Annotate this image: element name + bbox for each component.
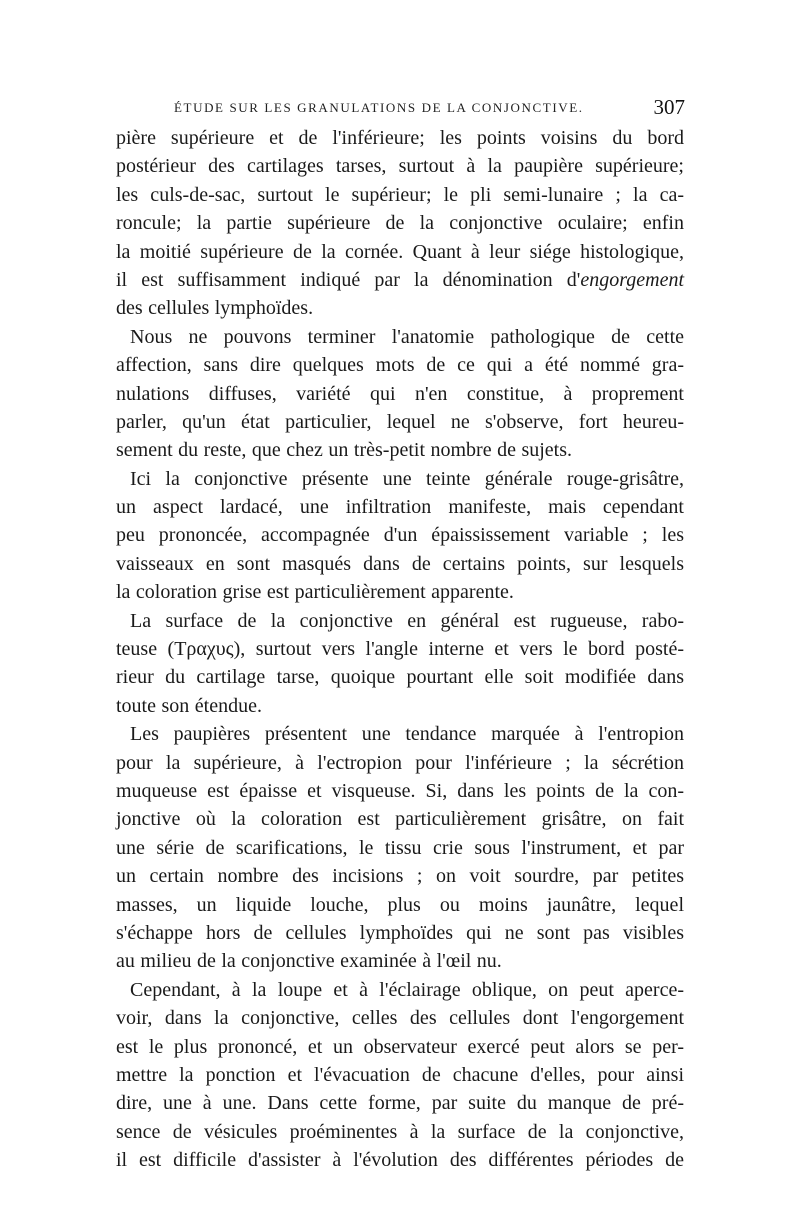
italic-term: engorgement	[580, 268, 684, 291]
text-line: sence de vésicules proéminentes à la surface de la conjonctive,	[116, 1120, 684, 1143]
text-line: jonctive où la coloration est particulièrement grisâtre, on fait	[116, 808, 684, 831]
paragraph-last-line: toute son étendue.	[116, 694, 262, 717]
text-line: un aspect lardacé, une infiltration manifeste, mais cependant	[116, 496, 684, 519]
paragraph-last-line: au milieu de la conjonctive examinée à l'œil nu.	[116, 950, 502, 973]
text-line: affection, sans dire quelques mots de ce qui a été nommé gra-	[116, 354, 684, 377]
text-line: voir, dans la conjonctive, celles des cellules dont l'engorgement	[116, 1007, 684, 1030]
text-line: peu prononcée, accompagnée d'un épaississement variable ; les	[116, 524, 684, 547]
text-line: masses, un liquide louche, plus ou moins jaunâtre, lequel	[116, 893, 684, 916]
text-line: rieur du cartilage tarse, quoique pourtant elle soit modifiée dans	[116, 666, 684, 689]
paragraph-first-line: La surface de la conjonctive en général est rugueuse, rabo-	[130, 609, 684, 632]
paragraph-first-line: Nous ne pouvons terminer l'anatomie pathologique de cette	[130, 325, 684, 348]
text-line-with-italic	[116, 266, 684, 294]
paragraph-first-line: Les paupières présentent une tendance marquée à l'entropion	[130, 723, 684, 746]
text-line-italic: des cellules lymphoïdes.	[116, 297, 314, 320]
paragraph-first-line: Cependant, à la loupe et à l'éclairage oblique, on peut aperce-	[130, 978, 684, 1001]
running-title: ÉTUDE SUR LES GRANULATIONS DE LA CONJONCTIVE.	[174, 100, 584, 115]
text-line: dire, une à une. Dans cette forme, par suite du manque de pré-	[116, 1092, 684, 1115]
text-line: un certain nombre des incisions ; on voit sourdre, par petites	[116, 865, 684, 888]
text-line: est le plus prononcé, et un observateur exercé peut alors se per-	[116, 1035, 684, 1058]
paragraph-last-line: sement du reste, que chez un très-petit nombre de sujets.	[116, 439, 573, 462]
text-line: pour la supérieure, à l'ectropion pour l'inférieure ; la sécrétion	[116, 751, 684, 774]
paragraph-last-line: la coloration grise est particulièrement apparente.	[116, 581, 514, 604]
text-line: mettre la ponction et l'évacuation de chacune d'elles, pour ainsi	[116, 1063, 684, 1086]
text-line: pière supérieure et de l'inférieure; les points voisins du bord	[116, 127, 684, 149]
text-line: teuse (Τραχυς), surtout vers l'angle interne et vers le bord posté-	[116, 638, 684, 661]
text-line: parler, qu'un état particulier, lequel ne s'observe, fort heureu-	[116, 410, 684, 433]
text-segment: il est suffisamment indiqué par la dénomination d'	[116, 268, 581, 291]
text-line: il est difficile d'assister à l'évolution des différentes périodes de	[116, 1149, 684, 1172]
paragraph-first-line: Ici la conjonctive présente une teinte générale rouge-grisâtre,	[130, 467, 684, 490]
body-text	[116, 124, 684, 1174]
text-line: postérieur des cartilages tarses, surtout à la paupière supérieure;	[116, 155, 684, 178]
text-line: nulations diffuses, variété qui n'en constitue, à proprement	[116, 382, 684, 405]
text-line: vaisseaux en sont masqués dans de certains points, sur lesquels	[116, 552, 684, 575]
text-line: les culs-de-sac, surtout le supérieur; le pli semi-lunaire ; la ca-	[116, 183, 684, 206]
running-head	[170, 96, 685, 120]
text-line: s'échappe hors de cellules lymphoïdes qui ne sont pas visibles	[116, 921, 684, 944]
page-number: 307	[653, 95, 685, 119]
text-line: muqueuse est épaisse et visqueuse. Si, dans les points de la con-	[116, 779, 684, 802]
text-line: la moitié supérieure de la cornée. Quant à leur siége histologique,	[116, 240, 684, 263]
text-line: une série de scarifications, le tissu crie sous l'instrument, et par	[116, 836, 684, 859]
text-line: roncule; la partie supérieure de la conjonctive oculaire; enfin	[116, 212, 684, 235]
